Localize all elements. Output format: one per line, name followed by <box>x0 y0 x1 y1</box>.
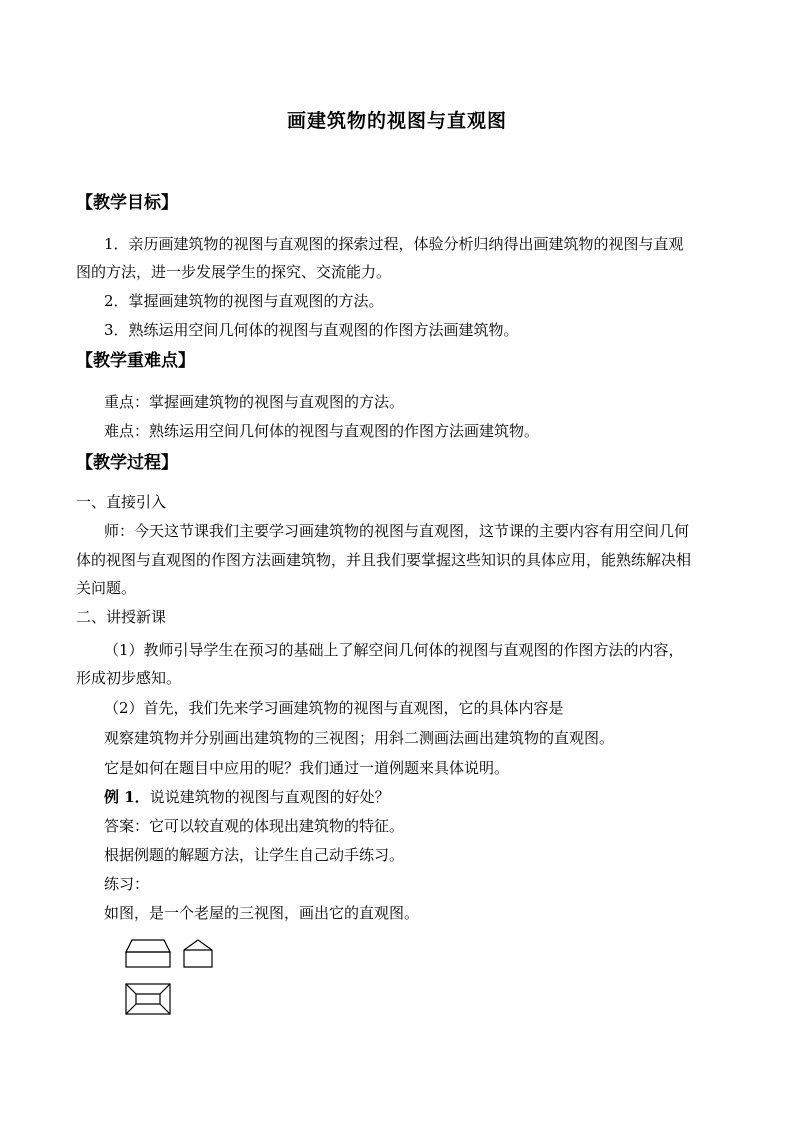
key-points-heading: 【教学重难点】 <box>76 351 195 371</box>
practice-label: 练习： <box>104 875 150 893</box>
part2-line-4: 观察建筑物并分别画出建筑物的三视图；用斜二测画法画出建筑物的直观图。 <box>104 729 615 747</box>
part2-line-1: （1）教师引导学生在预习的基础上了解空间几何体的视图与直观图的作图方法的内容， <box>104 641 684 659</box>
practice-intro-line: 根据例题的解题方法，让学生自己动手练习。 <box>104 846 405 864</box>
process-heading: 【教学过程】 <box>76 453 178 473</box>
example-text: 说说建筑物的视图与直观图的好处？ <box>149 788 390 806</box>
top-view-shape <box>126 984 170 1014</box>
front-view-shape <box>126 940 170 967</box>
three-view-figure <box>118 936 228 1018</box>
objective-line-4: 3．熟练运用空间几何体的视图与直观图的作图方法画建筑物。 <box>104 321 519 339</box>
difficulty-line: 难点：熟练运用空间几何体的视图与直观图的作图方法画建筑物。 <box>104 422 540 440</box>
objectives-heading: 【教学目标】 <box>76 193 178 213</box>
part1-line-2: 体的视图与直观图的作图方法画建筑物，并且我们要掌握这些知识的具体应用，能熟练解决相 <box>76 551 692 569</box>
part1-line-1: 师：今天这节课我们主要学习画建筑物的视图与直观图，这节课的主要内容有用空间几何 <box>104 522 690 540</box>
part2-line-2: 形成初步感知。 <box>76 669 182 687</box>
side-view-shape <box>184 940 212 967</box>
focus-line: 重点：掌握画建筑物的视图与直观图的方法。 <box>104 393 405 411</box>
practice-text: 如图，是一个老屋的三视图，画出它的直观图。 <box>104 904 420 922</box>
objective-line-1: 1．亲历画建筑物的视图与直观图的探索过程，体验分析归纳得出画建筑物的视图与直观 <box>104 235 684 253</box>
part1-title: 一、直接引入 <box>76 493 167 511</box>
part2-line-5: 它是如何在题目中应用的呢？我们通过一道例题来具体说明。 <box>104 759 510 777</box>
part1-line-3: 关问题。 <box>76 579 137 597</box>
example-line <box>104 787 390 807</box>
example-label: 例 1． <box>104 788 150 806</box>
part2-title: 二、讲授新课 <box>76 608 167 626</box>
answer-line: 答案：它可以较直观的体现出建筑物的特征。 <box>104 817 405 835</box>
objective-line-3: 2．掌握画建筑物的视图与直观图的方法。 <box>104 292 384 310</box>
objective-line-2: 图的方法，进一步发展学生的探究、交流能力。 <box>76 263 392 281</box>
page-title: 画建筑物的视图与直观图 <box>286 110 507 132</box>
part2-line-3: （2）首先，我们先来学习画建筑物的视图与直观图，它的具体内容是 <box>104 699 564 717</box>
